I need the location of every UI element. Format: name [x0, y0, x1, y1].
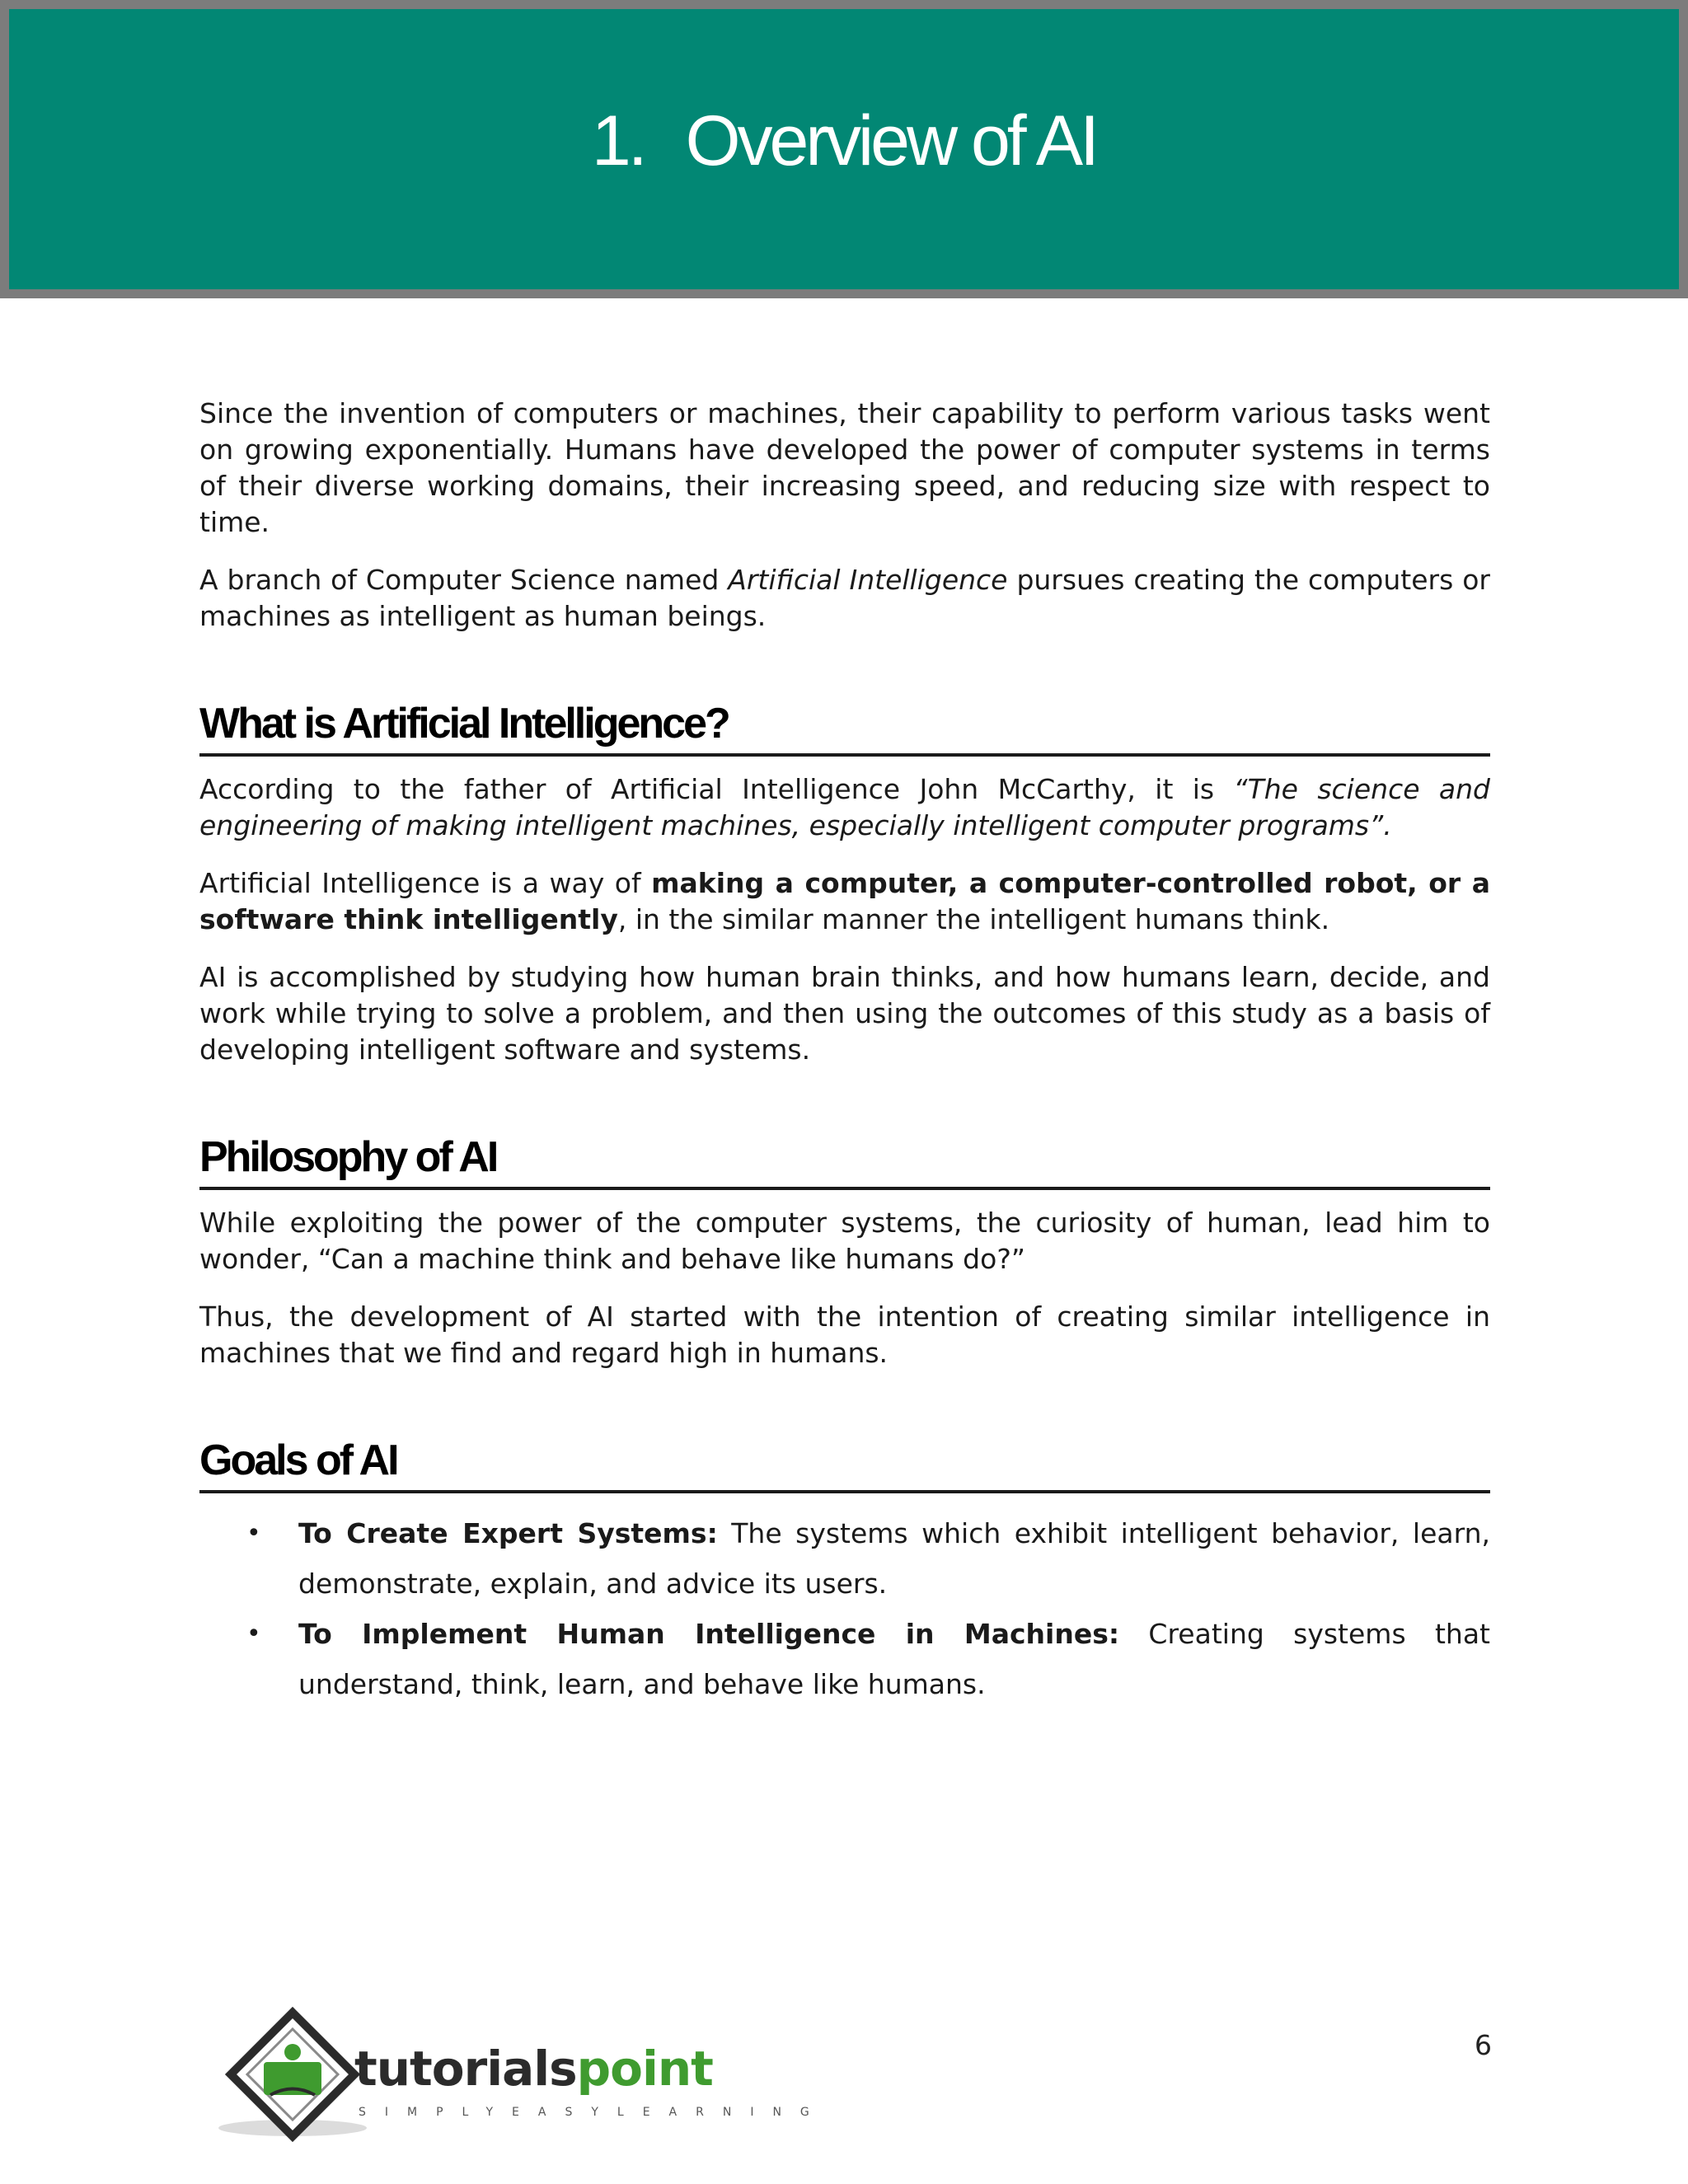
what-is-ai-p2-text-end: , in the similar manner the intelligent humans think.: [617, 903, 1330, 935]
chapter-title-text: Overview of AI: [685, 101, 1097, 180]
section-heading-philosophy: Philosophy of AI: [199, 1131, 1490, 1190]
logo-icon: [206, 2004, 828, 2144]
goal-text: Creating systems that understand, think, learn, and behave like humans.: [298, 1618, 1490, 1700]
intro-p2-text-end: pursues creating the computers or machines as intelligent as human beings.: [199, 564, 1490, 632]
tutorialspoint-logo: [206, 2004, 828, 2144]
what-is-ai-paragraph-1: [199, 771, 1490, 844]
chapter-number: 1.: [591, 101, 645, 180]
section-heading-what-is-ai: What is Artificial Intelligence?: [199, 697, 1490, 757]
intro-p2-emphasis: Artificial Intelligence: [728, 564, 1008, 596]
svg-text:tutorialspoint: tutorialspoint: [354, 2041, 713, 2097]
list-item: [199, 1609, 1490, 1709]
page-content: [199, 396, 1490, 1709]
intro-p2-text: A branch of Computer Science named: [199, 564, 729, 596]
bullet-icon: •: [246, 1619, 261, 1648]
philosophy-paragraph-1: While exploiting the power of the computer systems, the curiosity of human, lead him to wonder, “Can a machine think and behave like humans do?”: [199, 1207, 1490, 1275]
intro-paragraph-1: Since the invention of computers or machines, their capability to perform various tasks went on growing exponentially. Humans have developed the power of computer systems in terms of their diverse working domains, their increasing speed, and reducing size with respect to time.: [199, 397, 1490, 538]
mccarthy-quote: “The science and engineering of making intelligent machines, especially intelligent computer programs”.: [199, 773, 1490, 841]
what-is-ai-paragraph-3: AI is accomplished by studying how human brain thinks, and how humans learn, decide, and work while trying to solve a problem, and then using the outcomes of this study as a basis of developing intelligent software and systems.: [199, 961, 1490, 1066]
what-is-ai-paragraph-2: [199, 865, 1490, 938]
section-heading-goals: Goals of AI: [199, 1434, 1490, 1493]
intro-paragraph-2: [199, 562, 1490, 635]
goal-text: The systems which exhibit intelligent behavior, learn, demonstrate, explain, and advice its users.: [298, 1517, 1490, 1600]
what-is-ai-p2-text: Artificial Intelligence is a way of: [199, 867, 652, 899]
page-number: 6: [1475, 2029, 1492, 2061]
goals-list: [199, 1508, 1490, 1709]
list-item: [199, 1508, 1490, 1609]
svg-text:SIMPLYEASYLEARNING: SIMPLYEASYLEARNING: [359, 2106, 828, 2119]
what-is-ai-p1-text: According to the father of Artificial Intelligence John McCarthy, it is: [199, 773, 1234, 805]
chapter-title: [9, 100, 1679, 182]
goal-title: To Implement Human Intelligence in Machines:: [298, 1618, 1120, 1650]
chapter-banner: [0, 0, 1688, 298]
bullet-icon: •: [246, 1519, 261, 1548]
philosophy-paragraph-2: Thus, the development of AI started with the intention of creating similar intelligence in machines that we find and regard high in humans.: [199, 1301, 1490, 1369]
what-is-ai-p2-bold: making a computer, a computer-controlled robot, or a software think intelligently: [199, 867, 1490, 935]
goal-title: To Create Expert Systems:: [298, 1517, 718, 1549]
